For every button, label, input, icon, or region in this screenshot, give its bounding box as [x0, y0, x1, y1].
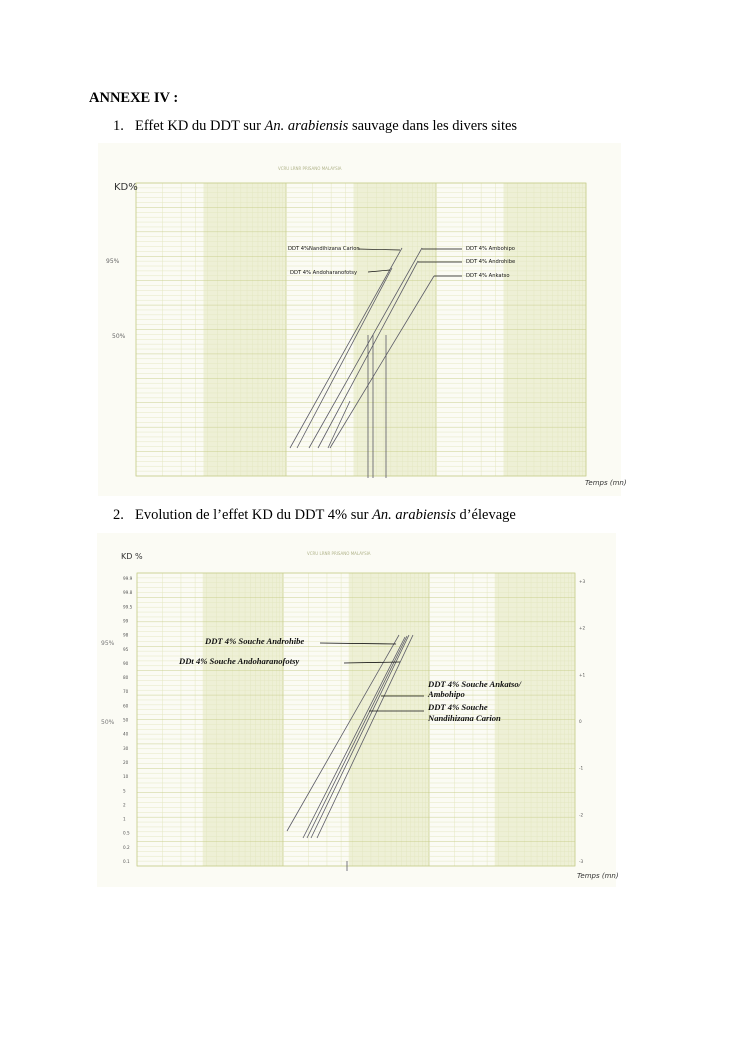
section-2-text-before: Evolution de l’effet KD du DDT 4% sur — [135, 507, 373, 523]
fig2-y-tick: 20 — [123, 759, 129, 765]
section-1-species: An. arabiensis — [264, 118, 349, 134]
fig2-y-tick: 10 — [123, 774, 129, 780]
fig1-label-nandihizana: DDT 4%Nandihizana Carion — [288, 246, 360, 252]
fig1-label-andoharanofotsy: DDT 4% Andoharanofotsy — [290, 270, 358, 276]
fig2-y-tick: 5 — [123, 788, 126, 794]
fig2-label-ambohipo: Ambohipo — [428, 689, 465, 699]
figure-1-x-axis-label: Temps (mn) — [585, 479, 627, 487]
fig2-y-tick: 0.2 — [123, 844, 130, 850]
figure-1-graph — [98, 143, 627, 496]
figure-2-mark-95: 95% — [101, 640, 115, 647]
figure-1-mark-95: 95% — [106, 258, 120, 265]
fig2-y-tick: 99.5 — [123, 604, 133, 610]
fig2-y-tick: 99 — [123, 618, 129, 624]
fig2-y-tick: 99.9 — [123, 576, 133, 581]
fig2-y-tick: 99.8 — [123, 590, 133, 596]
figure-2-scan — [97, 533, 619, 887]
fig2-y-tick: 1 — [123, 816, 126, 822]
figure-1-y-axis-label: KD% — [114, 182, 138, 193]
fig2-y-tick: 0.1 — [123, 859, 130, 864]
fig2-right-tick: -2 — [579, 812, 584, 818]
fig2-y-tick: 0.5 — [123, 830, 130, 836]
fig2-y-tick: 60 — [123, 703, 129, 709]
fig2-label-ankatso: DDT 4% Souche Ankatso/ — [428, 679, 522, 689]
fig2-y-tick: 80 — [123, 675, 129, 681]
fig2-label-souche: DDT 4% Souche — [428, 702, 488, 712]
fig2-label-andoharanofotsy: DDt 4% Souche Andoharanofotsy — [179, 656, 300, 666]
section-2-number: 2. — [113, 507, 124, 523]
fig2-y-tick: 2 — [123, 802, 126, 808]
section-1-text-before: Effet KD du DDT sur — [135, 118, 265, 134]
fig2-label-nandihizana: Nandihizana Carion — [428, 713, 501, 723]
figure-2-x-axis-label: Temps (mn) — [577, 872, 619, 880]
section-2-species: An. arabiensis — [372, 507, 456, 523]
fig2-right-tick: +2 — [579, 625, 586, 631]
fig2-y-tick: 40 — [123, 731, 129, 737]
section-1-number: 1. — [113, 118, 124, 134]
figure-1-scan — [98, 143, 627, 496]
fig2-right-tick: -1 — [579, 765, 584, 771]
annex-title: ANNEXE IV : — [89, 90, 179, 106]
figure-2-y-ticks — [123, 576, 133, 864]
fig2-right-tick: +3 — [579, 579, 586, 584]
fig2-y-tick: 98 — [123, 632, 129, 638]
figure-1-mark-50: 50% — [112, 333, 126, 340]
figure-2-right-ticks — [579, 579, 586, 864]
figure-2-mark-50: 50% — [101, 719, 115, 726]
fig1-label-androhibe: DDT 4% Androhibe — [466, 259, 516, 265]
fig1-label-ankatso: DDT 4% Ankatso — [466, 273, 510, 279]
fig2-right-tick: 0 — [579, 719, 582, 724]
fig2-y-tick: 90 — [123, 660, 129, 666]
figure-2-graph — [97, 533, 619, 887]
section-2-heading — [113, 507, 516, 524]
fig2-right-tick: -3 — [579, 859, 584, 864]
section-1-text-after: sauvage dans les divers sites — [348, 118, 518, 134]
figure-2-y-axis-label: KD % — [121, 552, 143, 561]
fig2-label-androhibe: DDT 4% Souche Androhibe — [205, 636, 305, 646]
figure-2-header: VCRU LRNR PRISANO MALAYSIA — [307, 551, 371, 556]
fig2-y-tick: 50 — [123, 717, 129, 723]
fig2-y-tick: 95 — [123, 646, 129, 652]
fig2-y-tick: 30 — [123, 745, 129, 751]
fig1-label-ambohipo: DDT 4% Ambohipo — [466, 246, 515, 252]
figure-1-header: VCRU LRNR PRISANO MALAYSIA — [278, 166, 342, 171]
fig2-y-tick: 70 — [123, 689, 129, 695]
section-2-text-after: d’élevage — [455, 507, 516, 523]
fig2-right-tick: +1 — [579, 672, 586, 678]
section-1-heading — [113, 118, 517, 135]
